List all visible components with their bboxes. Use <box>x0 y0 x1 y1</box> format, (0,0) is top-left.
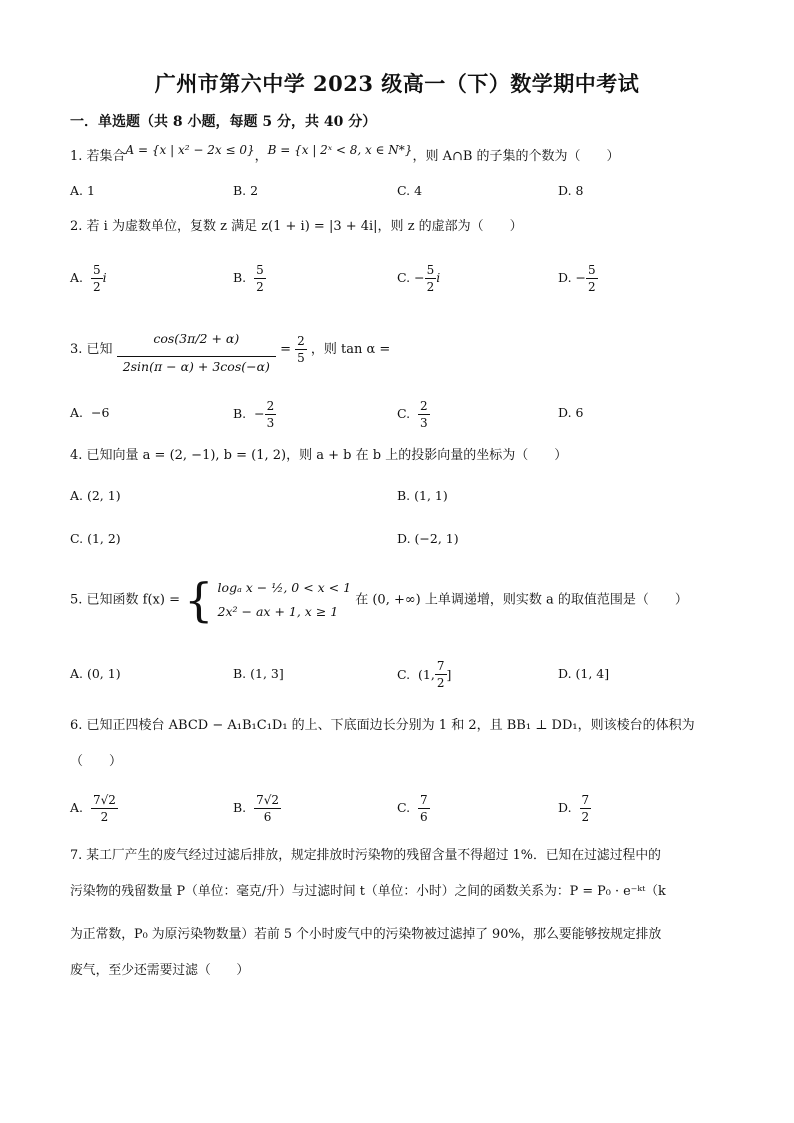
q1-option-b: B. 2 <box>233 183 259 198</box>
q3-main-fraction: $\frac{\cos(3\pi/2 + \alpha)}{2\sin(\pi - \alpha) + 3\cos(-\alpha)}$ <box>117 322 276 377</box>
q3-option-d: D. 6 <box>558 405 584 420</box>
q2-c-fraction: $\frac{5}{2}$ <box>426 263 435 294</box>
q5-option-b: B. (1, 3] <box>233 666 284 681</box>
q1-option-a: A. 1 <box>70 183 95 198</box>
q3-rhs-fraction: $\frac{2}{5}$ <box>297 334 305 365</box>
section-heading: 一．单选题（共 8 小题，每题 5 分，共 40 分） <box>70 114 377 130</box>
q3-option-a: A. −6 <box>70 405 110 420</box>
question-3: 3. 已知 $\frac{\cos(3\pi/2 + \alpha)}{2\sin(\pi - \alpha) + 3\cos(-\alpha)}$ = $\frac{2}{5}$ ，则 tan α = <box>70 322 390 377</box>
q1-option-d: D. 8 <box>558 183 584 198</box>
question-7-line-4: 废气，至少还需要过滤（ ） <box>70 963 250 978</box>
question-7-line-2: 污染物的残留数量 P（单位：毫克/升）与过滤时间 t（单位：小时）之间的函数关系为：P = P₀ · e⁻ᵏᵗ（k <box>70 884 666 899</box>
q6-d-fraction: $\frac{7}{2}$ <box>581 793 590 824</box>
question-7-line-1: 7. 某工厂产生的废气经过过滤后排放，规定排放时污染物的残留含量不得超过 1%．已知在过滤过程中的 <box>70 848 661 863</box>
q1-set-a: A = {x | x² − 2x ≤ 0} <box>125 143 255 157</box>
q2-d-fraction: $\frac{5}{2}$ <box>588 263 596 294</box>
q4-option-c: C. (1, 2) <box>70 531 121 546</box>
question-7-line-3: 为正常数，P₀ 为原污染物数量）若前 5 个小时废气中的污染物被过滤掉了 90%，那么要能够按规定排放 <box>70 927 662 942</box>
q5-brace: { <box>184 573 214 627</box>
q6-c-fraction: $\frac{7}{6}$ <box>420 793 428 824</box>
q3-option-b: B. − $\frac{2}{3}$ <box>233 399 275 430</box>
q5-c-fraction: $\frac{7}{2}$ <box>436 659 445 690</box>
q2-option-d: D. − $\frac{5}{2}$ <box>558 263 596 294</box>
q1-lead: 1. 若集合 <box>70 149 126 164</box>
q6-a-fraction: $\frac{7√2}{2}$ <box>92 793 116 824</box>
q3-option-c: C. $\frac{2}{3}$ <box>397 399 428 430</box>
q4-option-b: B. (1, 1) <box>397 488 448 503</box>
question-6-line-2: （ ） <box>70 754 123 769</box>
q6-option-b: B. $\frac{7√2}{6}$ <box>233 793 280 824</box>
q5-option-a: A. (0, 1) <box>70 666 121 681</box>
question-2: 2. 若 i 为虚数单位，复数 z 满足 z(1 + i) = |3 + 4i|，则 z 的虚部为（ ） <box>70 219 523 234</box>
q4-option-d: D. (−2, 1) <box>397 531 459 546</box>
q1-set-b: B = {x | 2ˣ < 8, x ∈ N*} <box>267 143 413 157</box>
q5-option-d: D. (1, 4] <box>558 666 610 681</box>
question-6-line-1: 6. 已知正四棱台 ABCD − A₁B₁C₁D₁ 的上、下底面边长分别为 1 和 2，且 BB₁ ⊥ DD₁，则该棱台的体积为 <box>70 718 695 733</box>
question-1 <box>70 143 620 167</box>
q2-option-c: C. − $\frac{5}{2}$ i <box>397 263 441 294</box>
q2-a-fraction: $\frac{5}{2}$ <box>92 263 101 294</box>
q6-option-c: C. $\frac{7}{6}$ <box>397 793 428 824</box>
q1-tail: ，则 A∩B 的子集的个数为（ ） <box>412 149 620 164</box>
q2-option-b: B. $\frac{5}{2}$ <box>233 263 264 294</box>
q4-option-a: A. (2, 1) <box>70 488 121 503</box>
q1-option-c: C. 4 <box>397 183 423 198</box>
q5-piecewise: logₐ x − ½, 0 < x < 1 2x² − ax + 1, x ≥ 1 <box>217 580 352 619</box>
q3-b-fraction: $\frac{2}{3}$ <box>266 399 275 430</box>
q5-option-c: C. (1, $\frac{7}{2}$ ] <box>397 659 452 690</box>
q2-b-fraction: $\frac{5}{2}$ <box>256 263 264 294</box>
q2-option-a: A. $\frac{5}{2}$ i <box>70 263 107 294</box>
page-title: 广州市第六中学 2023 级高一（下）数学期中考试 <box>154 71 640 96</box>
question-5: 5. 已知函数 f(x) = { logₐ x − ½, 0 < x < 1 2x² − ax + 1, x ≥ 1 在 (0, +∞) 上单调递增，则实数 a 的取值范围是（ ） <box>70 573 688 627</box>
q3-c-fraction: $\frac{2}{3}$ <box>420 399 428 430</box>
q6-option-d: D. $\frac{7}{2}$ <box>558 793 590 824</box>
q1-comma: ， <box>254 149 268 164</box>
q6-b-fraction: $\frac{7√2}{6}$ <box>256 793 280 824</box>
question-4: 4. 已知向量 a = (2, −1), b = (1, 2)，则 a + b 在 b 上的投影向量的坐标为（ ） <box>70 448 568 463</box>
q6-option-a: A. $\frac{7√2}{2}$ <box>70 793 116 824</box>
